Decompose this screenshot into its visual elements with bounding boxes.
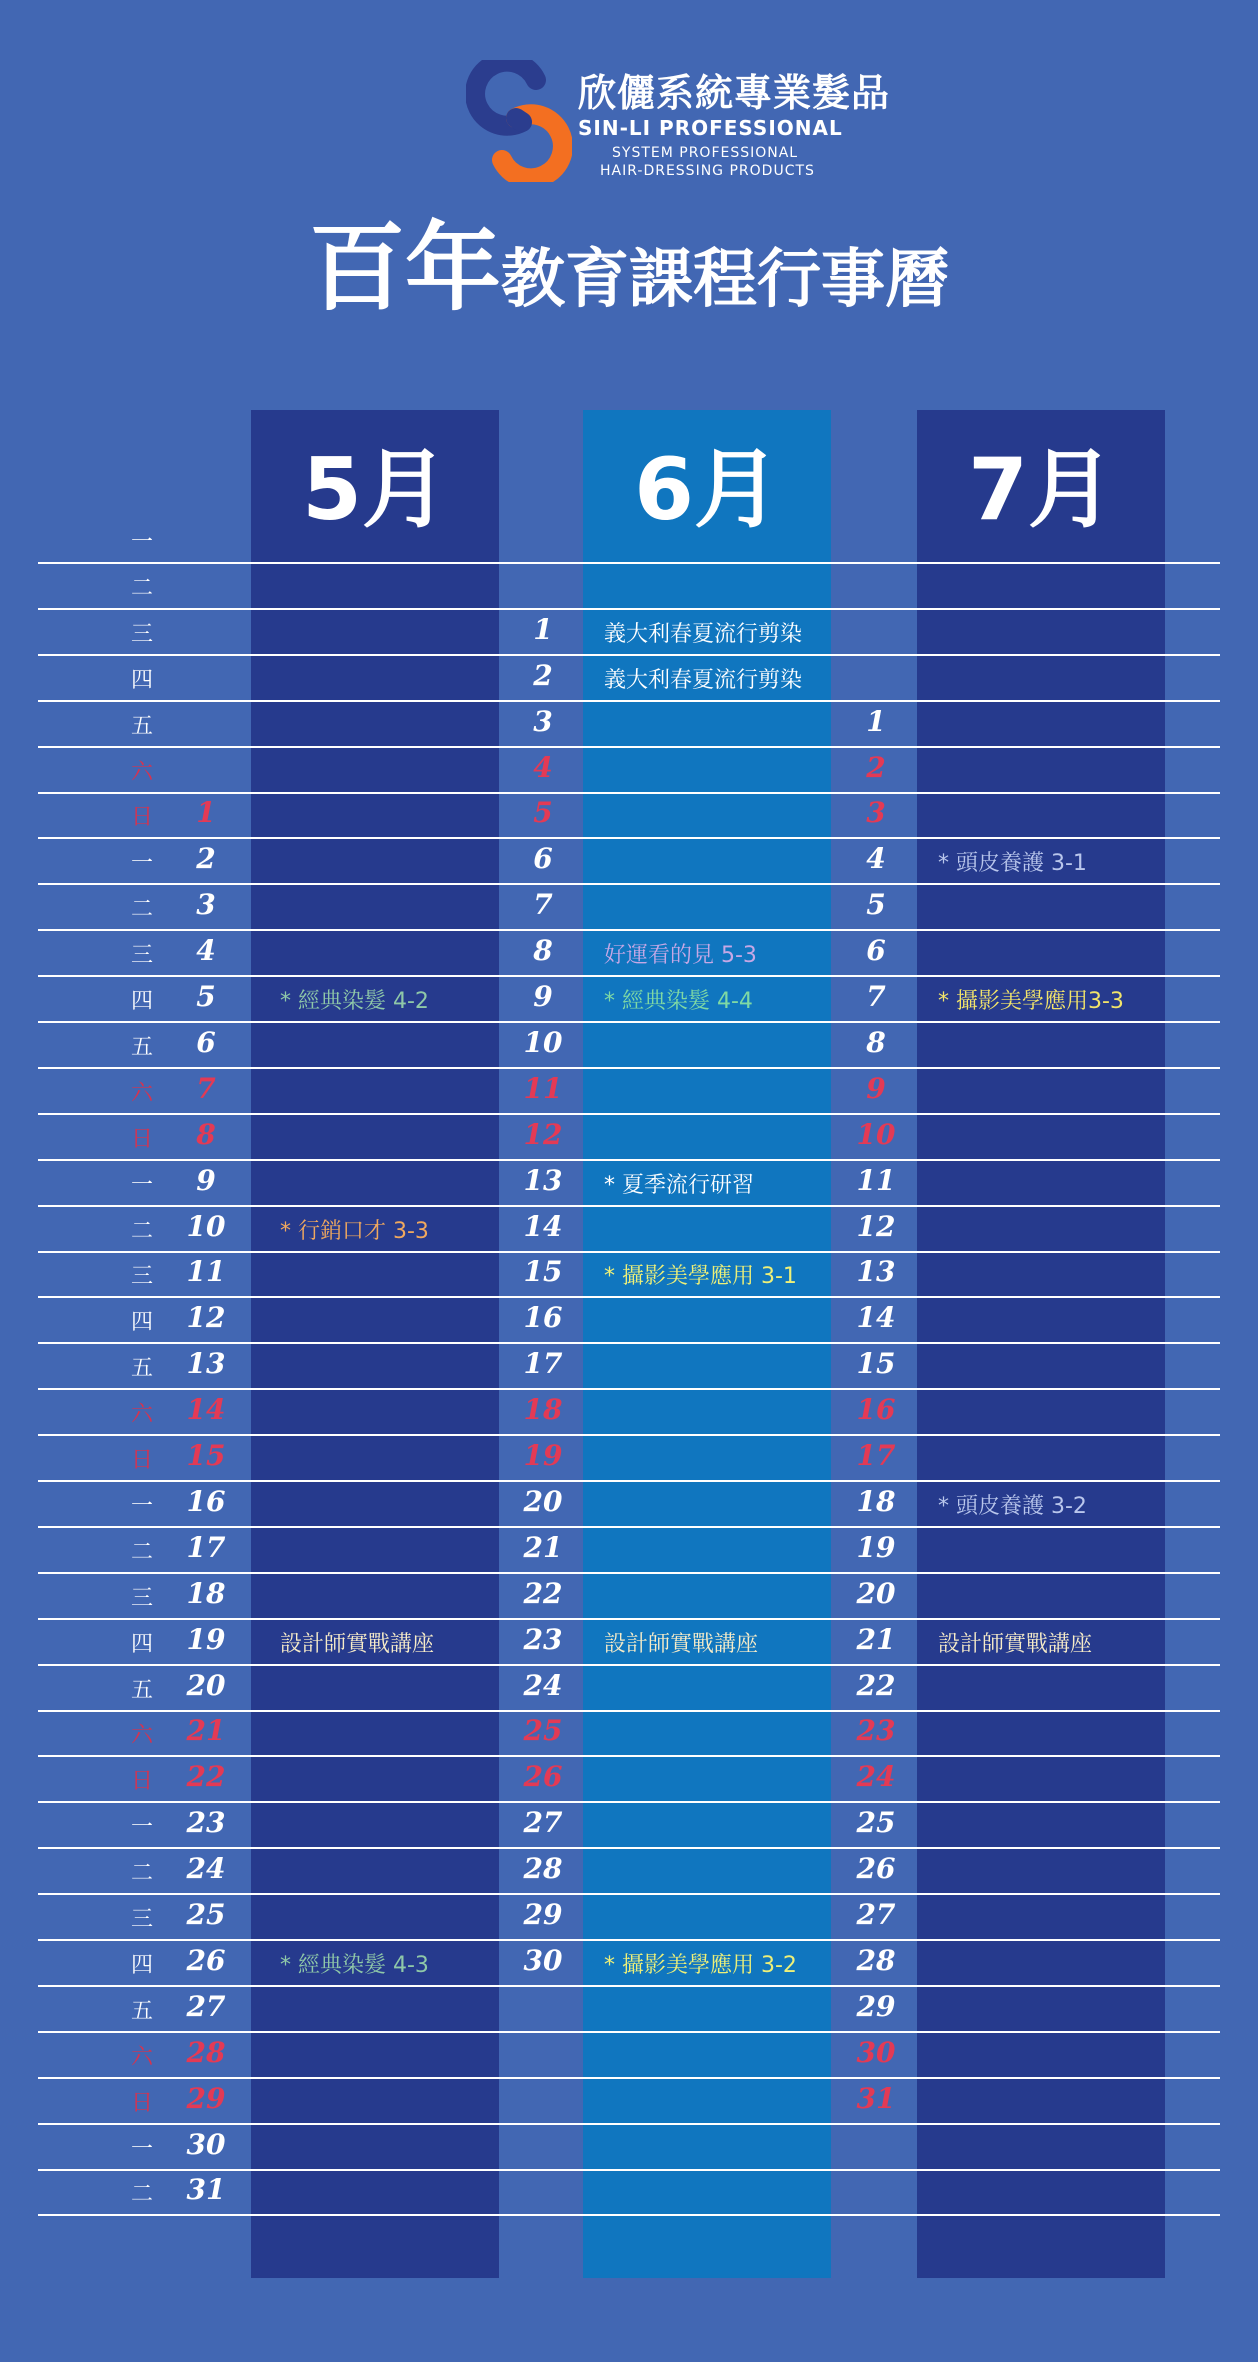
row-divider xyxy=(38,1985,1220,1987)
day-number: 23 xyxy=(186,1806,226,1839)
row-divider xyxy=(38,1434,1220,1436)
day-number: 27 xyxy=(186,1990,226,2023)
day-number: 28 xyxy=(856,1944,896,1977)
row-divider xyxy=(38,2214,1220,2216)
day-number: 8 xyxy=(533,934,553,967)
day-number: 26 xyxy=(856,1852,896,1885)
course-event: 義大利春夏流行剪染 xyxy=(604,622,803,647)
weekday-label: 五 xyxy=(130,1678,153,1703)
day-number: 31 xyxy=(186,2173,226,2206)
course-event: * 經典染髮 4-4 xyxy=(604,989,753,1014)
day-number: 7 xyxy=(866,980,886,1013)
day-number: 18 xyxy=(856,1485,896,1518)
weekday-label: 四 xyxy=(130,1310,153,1335)
day-number: 13 xyxy=(186,1347,226,1380)
row-divider xyxy=(38,700,1220,702)
weekday-label: 二 xyxy=(130,1219,153,1244)
day-number: 1 xyxy=(866,705,886,738)
row-divider xyxy=(38,1939,1220,1941)
day-number: 21 xyxy=(186,1714,226,1747)
month-column-7 xyxy=(917,410,1165,2278)
brand-tagline-2: HAIR-DRESSING PRODUCTS xyxy=(600,163,815,179)
row-divider xyxy=(38,883,1220,885)
day-number: 30 xyxy=(856,2036,896,2069)
weekday-label: 五 xyxy=(130,714,153,739)
row-divider xyxy=(38,2031,1220,2033)
weekday-label: 一 xyxy=(130,2137,153,2162)
weekday-label: 三 xyxy=(130,943,153,968)
row-divider xyxy=(38,1067,1220,1069)
day-number: 15 xyxy=(856,1347,896,1380)
row-divider xyxy=(38,1710,1220,1712)
row-divider xyxy=(38,746,1220,748)
row-divider xyxy=(38,2169,1220,2171)
day-number: 22 xyxy=(186,1760,226,1793)
day-number: 1 xyxy=(196,796,216,829)
page-title-big: 百年 xyxy=(309,212,501,324)
row-divider xyxy=(38,975,1220,977)
course-event: 設計師實戰講座 xyxy=(280,1632,435,1657)
weekday-label: 六 xyxy=(130,1081,153,1106)
course-event: 設計師實戰講座 xyxy=(938,1632,1093,1657)
day-number: 30 xyxy=(186,2128,226,2161)
day-number: 4 xyxy=(533,751,553,784)
row-divider xyxy=(38,1113,1220,1115)
month-label-6: 6月 xyxy=(634,440,780,540)
day-number: 19 xyxy=(856,1531,896,1564)
day-number: 28 xyxy=(186,2036,226,2069)
day-number: 13 xyxy=(856,1255,896,1288)
course-event: 設計師實戰講座 xyxy=(604,1632,759,1657)
row-divider xyxy=(38,1572,1220,1574)
day-number: 11 xyxy=(856,1164,896,1197)
weekday-label: 三 xyxy=(130,622,153,647)
day-number: 7 xyxy=(533,888,553,921)
weekday-label: 二 xyxy=(130,576,153,601)
row-divider xyxy=(38,929,1220,931)
day-number: 16 xyxy=(523,1301,563,1334)
course-event: * 頭皮養護 3-1 xyxy=(938,851,1087,876)
row-divider xyxy=(38,1205,1220,1207)
day-number: 10 xyxy=(856,1118,896,1151)
day-number: 21 xyxy=(523,1531,563,1564)
day-number: 10 xyxy=(186,1210,226,1243)
weekday-label: 日 xyxy=(130,805,153,830)
day-number: 30 xyxy=(523,1944,563,1977)
course-event: * 夏季流行研習 xyxy=(604,1173,754,1198)
course-event: * 經典染髮 4-2 xyxy=(280,989,429,1014)
row-divider xyxy=(38,837,1220,839)
day-number: 28 xyxy=(523,1852,563,1885)
day-number: 2 xyxy=(533,659,553,692)
day-number: 12 xyxy=(186,1301,226,1334)
weekday-label: 四 xyxy=(130,668,153,693)
day-number: 2 xyxy=(196,842,216,875)
day-number: 9 xyxy=(533,980,553,1013)
day-number: 23 xyxy=(523,1623,563,1656)
day-number: 1 xyxy=(533,613,553,646)
weekday-label: 一 xyxy=(130,1494,153,1519)
day-number: 16 xyxy=(186,1485,226,1518)
weekday-label: 四 xyxy=(130,1632,153,1657)
day-number: 5 xyxy=(196,980,216,1013)
day-number: 3 xyxy=(533,705,553,738)
day-number: 9 xyxy=(866,1072,886,1105)
weekday-label: 六 xyxy=(130,760,153,785)
day-number: 20 xyxy=(856,1577,896,1610)
row-divider xyxy=(38,1526,1220,1528)
course-event: * 經典染髮 4-3 xyxy=(280,1953,429,1978)
day-number: 17 xyxy=(523,1347,563,1380)
day-number: 29 xyxy=(523,1898,563,1931)
day-number: 6 xyxy=(866,934,886,967)
day-number: 23 xyxy=(856,1714,896,1747)
row-divider xyxy=(38,562,1220,564)
weekday-label: 一 xyxy=(130,1815,153,1840)
day-number: 27 xyxy=(523,1806,563,1839)
weekday-label: 六 xyxy=(130,2045,153,2070)
day-number: 6 xyxy=(196,1026,216,1059)
day-number: 20 xyxy=(523,1485,563,1518)
weekday-label: 二 xyxy=(130,1540,153,1565)
row-divider xyxy=(38,1893,1220,1895)
day-number: 13 xyxy=(523,1164,563,1197)
row-divider xyxy=(38,2077,1220,2079)
day-number: 14 xyxy=(186,1393,226,1426)
weekday-label: 五 xyxy=(130,1035,153,1060)
day-number: 11 xyxy=(523,1072,563,1105)
weekday-label: 三 xyxy=(130,1264,153,1289)
weekday-label: 日 xyxy=(130,1448,153,1473)
row-divider xyxy=(38,792,1220,794)
month-label-5: 5月 xyxy=(302,440,448,540)
day-number: 24 xyxy=(856,1760,896,1793)
row-divider xyxy=(38,654,1220,656)
row-divider xyxy=(38,1296,1220,1298)
month-column-5 xyxy=(251,410,499,2278)
row-divider xyxy=(38,1251,1220,1253)
weekday-label: 五 xyxy=(130,1356,153,1381)
day-number: 12 xyxy=(856,1210,896,1243)
weekday-label: 一 xyxy=(130,530,153,555)
day-number: 26 xyxy=(523,1760,563,1793)
day-number: 19 xyxy=(523,1439,563,1472)
day-number: 18 xyxy=(186,1577,226,1610)
weekday-label: 日 xyxy=(130,1127,153,1152)
brand-tagline-1: SYSTEM PROFESSIONAL xyxy=(612,145,799,161)
day-number: 14 xyxy=(523,1210,563,1243)
day-number: 2 xyxy=(866,751,886,784)
day-number: 19 xyxy=(186,1623,226,1656)
weekday-label: 五 xyxy=(130,1999,153,2024)
day-number: 5 xyxy=(866,888,886,921)
weekday-label: 一 xyxy=(130,1173,153,1198)
row-divider xyxy=(38,1801,1220,1803)
day-number: 9 xyxy=(196,1164,216,1197)
day-number: 5 xyxy=(533,796,553,829)
day-number: 17 xyxy=(856,1439,896,1472)
day-number: 3 xyxy=(196,888,216,921)
day-number: 3 xyxy=(866,796,886,829)
day-number: 22 xyxy=(523,1577,563,1610)
day-number: 15 xyxy=(186,1439,226,1472)
day-number: 31 xyxy=(856,2082,896,2115)
day-number: 14 xyxy=(856,1301,896,1334)
row-divider xyxy=(38,1021,1220,1023)
row-divider xyxy=(38,1755,1220,1757)
weekday-label: 二 xyxy=(130,1861,153,1886)
course-event: * 頭皮養護 3-2 xyxy=(938,1494,1087,1519)
day-number: 4 xyxy=(866,842,886,875)
day-number: 21 xyxy=(856,1623,896,1656)
weekday-label: 日 xyxy=(130,1769,153,1794)
day-number: 25 xyxy=(523,1714,563,1747)
day-number: 29 xyxy=(186,2082,226,2115)
course-event: * 行銷口才 3-3 xyxy=(280,1219,429,1244)
day-number: 16 xyxy=(856,1393,896,1426)
day-number: 24 xyxy=(186,1852,226,1885)
row-divider xyxy=(38,1480,1220,1482)
day-number: 11 xyxy=(186,1255,226,1288)
day-number: 18 xyxy=(523,1393,563,1426)
day-number: 15 xyxy=(523,1255,563,1288)
row-divider xyxy=(38,1664,1220,1666)
course-event: 義大利春夏流行剪染 xyxy=(604,668,803,693)
brand-name-cn: 欣儷系統專業髮品 xyxy=(578,71,891,115)
course-event: 好運看的見 5-3 xyxy=(604,943,757,968)
day-number: 6 xyxy=(533,842,553,875)
course-event: * 攝影美學應用 3-1 xyxy=(604,1264,797,1289)
day-number: 10 xyxy=(523,1026,563,1059)
row-divider xyxy=(38,608,1220,610)
day-number: 8 xyxy=(196,1118,216,1151)
day-number: 8 xyxy=(866,1026,886,1059)
row-divider xyxy=(38,1847,1220,1849)
day-number: 25 xyxy=(186,1898,226,1931)
weekday-label: 一 xyxy=(130,851,153,876)
weekday-label: 日 xyxy=(130,2091,153,2116)
month-label-7: 7月 xyxy=(968,440,1114,540)
row-divider xyxy=(38,1618,1220,1620)
weekday-label: 二 xyxy=(130,897,153,922)
day-number: 25 xyxy=(856,1806,896,1839)
day-number: 7 xyxy=(196,1072,216,1105)
course-event: * 攝影美學應用3-3 xyxy=(938,989,1124,1014)
day-number: 22 xyxy=(856,1669,896,1702)
day-number: 20 xyxy=(186,1669,226,1702)
weekday-label: 六 xyxy=(130,1402,153,1427)
weekday-label: 四 xyxy=(130,1953,153,1978)
day-number: 12 xyxy=(523,1118,563,1151)
page-title-rest: 教育課程行事曆 xyxy=(501,243,949,317)
row-divider xyxy=(38,2123,1220,2125)
course-event: * 攝影美學應用 3-2 xyxy=(604,1953,797,1978)
day-number: 24 xyxy=(523,1669,563,1702)
row-divider xyxy=(38,1159,1220,1161)
weekday-label: 六 xyxy=(130,1723,153,1748)
weekday-label: 三 xyxy=(130,1907,153,1932)
weekday-label: 二 xyxy=(130,2182,153,2207)
row-divider xyxy=(38,1342,1220,1344)
brand-name-en: SIN-LI PROFESSIONAL xyxy=(578,116,843,140)
row-divider xyxy=(38,1388,1220,1390)
day-number: 4 xyxy=(196,934,216,967)
day-number: 17 xyxy=(186,1531,226,1564)
day-number: 26 xyxy=(186,1944,226,1977)
weekday-label: 三 xyxy=(130,1586,153,1611)
weekday-label: 四 xyxy=(130,989,153,1014)
day-number: 29 xyxy=(856,1990,896,2023)
day-number: 27 xyxy=(856,1898,896,1931)
